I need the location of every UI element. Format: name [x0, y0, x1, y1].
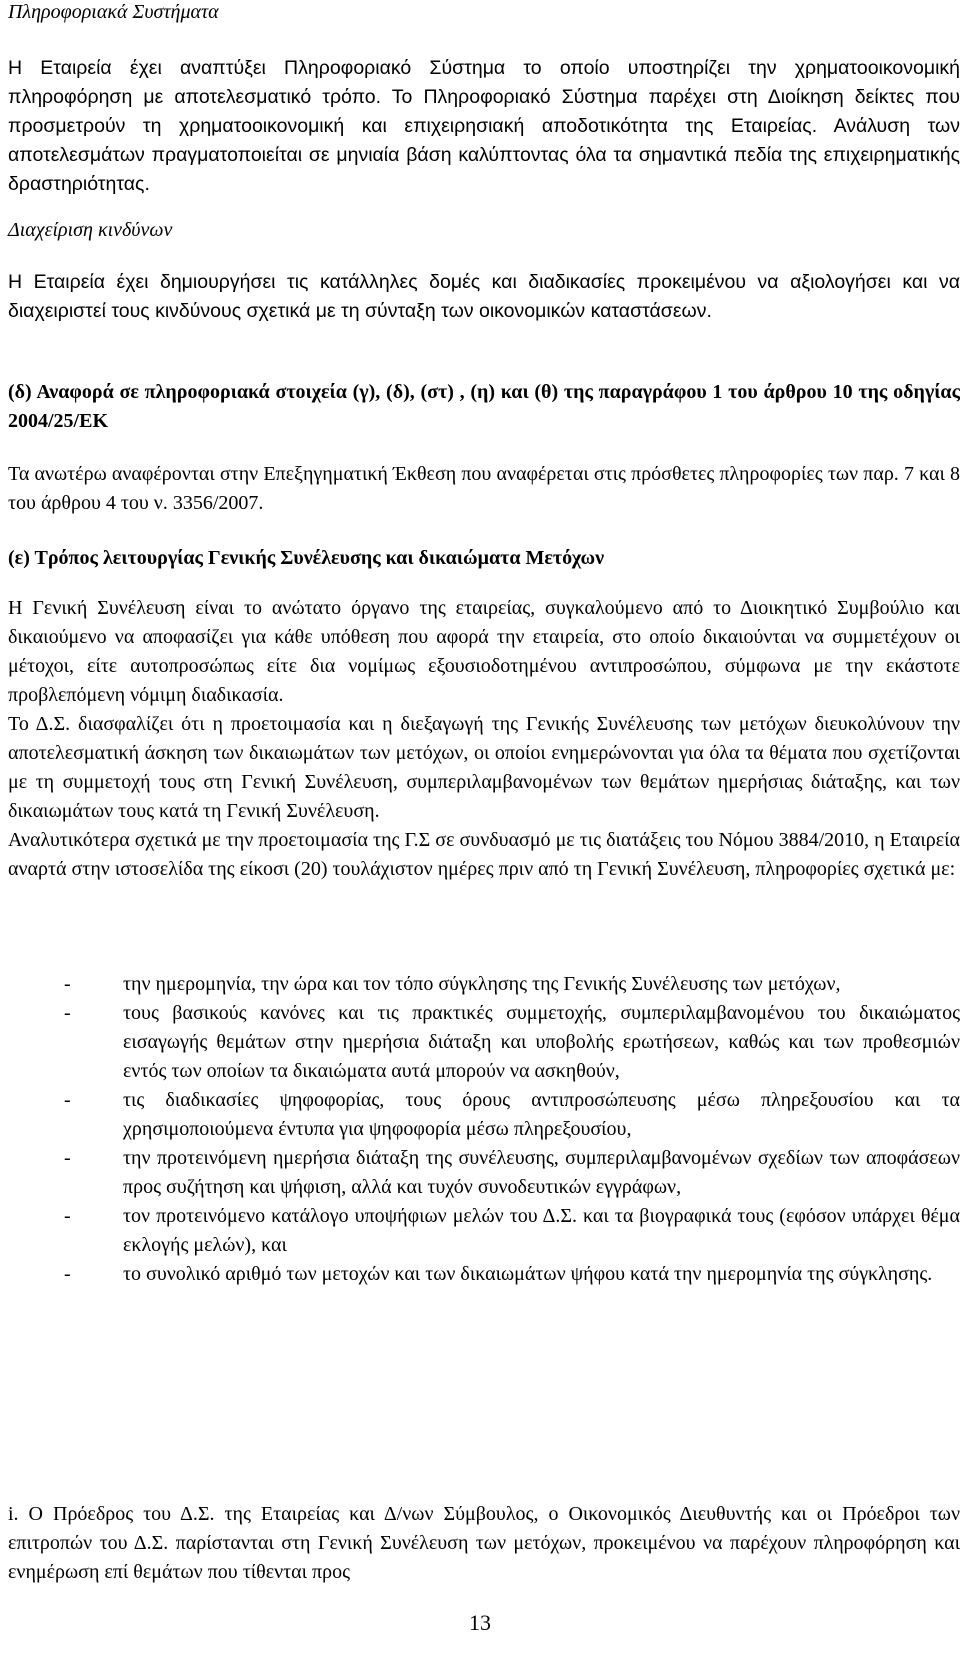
bullet-dash: - [64, 1089, 71, 1111]
risk-body [8, 268, 960, 326]
list-item [8, 1144, 960, 1202]
section-heading-info-systems: Πληροφοριακά Συστήματα [8, 1, 219, 23]
section-e-paragraph-3: Αναλυτικότερα σχετικά με την προετοιμασία της Γ.Σ σε συνδυασμό με τις διατάξεις του Νόμου 3884/2010, η Εταιρεία αναρτά στην ιστοσελίδα της είκοσι (20) τουλάχιστον ημέρες πριν από τη Γενική Συνέλευση, πληροφορίες σχετικά με: [8, 829, 960, 880]
list-item [8, 999, 960, 1086]
section-heading-risk: Διαχείριση κινδύνων [8, 219, 173, 241]
page-number: 13 [469, 1610, 491, 1635]
section-d-body [8, 460, 960, 518]
section-e-paragraph-2: Το Δ.Σ. διασφαλίζει ότι η προετοιμασία και η διεξαγωγή της Γενικής Συνέλευσης των μετόχων διευκολύνουν την αποτελεσματική άσκηση των δικαιωμάτων των μετόχων, οι οποίοι ενημερώνονται για όλα τα θέματα που σχετίζονται με τη συμμετοχή τους στη Γενική Συνέλευση, συμπεριλαμβανομένων των θεμάτων ημερήσιας διάταξης, και των δικαιωμάτων τους κατά τη Γενική Συνέλευση. [8, 713, 960, 822]
list-item [8, 970, 960, 999]
list-item-text: την προτεινόμενη ημερήσια διάταξη της συνέλευσης, συμπεριλαμβανομένων σχεδίων των αποφάσεων προς συζήτηση και ψήφιση, αλλά και τυχόν συνοδευτικών εγγράφων, [123, 1147, 960, 1198]
section-e-body [8, 594, 960, 884]
list-item [8, 1202, 960, 1260]
list-item-text: τις διαδικασίες ψηφοφορίας, τους όρους αντιπροσώπευσης μέσω πληρεξουσίου και τα χρησιμοποιούμενα έντυπα για ψηφοφορία μέσω πληρεξουσίου, [123, 1089, 960, 1140]
list-item [8, 1086, 960, 1144]
info-systems-section [8, 0, 960, 24]
list-item-text: το συνολικό αριθμό των μετοχών και των δικαιωμάτων ψήφου κατά την ημερομηνία της σύγκλησης. [123, 1263, 933, 1285]
bullet-dash: - [64, 973, 71, 995]
list-item [8, 1260, 960, 1289]
bullet-dash: - [64, 1002, 71, 1024]
section-d-paragraph: Τα ανωτέρω αναφέρονται στην Επεξηγηματική Έκθεση που αναφέρεται στις πρόσθετες πληροφορίες των παρ. 7 και 8 του άρθρου 4 του ν. 3356/2007. [8, 463, 960, 514]
bullet-dash: - [64, 1205, 71, 1227]
section-heading-e: (ε) Τρόπος λειτουργίας Γενικής Συνέλευσης και δικαιώματα Μετόχων [8, 547, 605, 569]
info-systems-paragraph: Η Εταιρεία έχει αναπτύξει Πληροφοριακό Σύστημα το οποίο υποστηρίζει την χρηματοοικονομική πληροφόρηση με αποτελεσματικό τρόπο. Το Πληροφοριακό Σύστημα παρέχει στη Διοίκηση δείκτες που προσμετρούν τη χρηματοοικονομική και επιχειρησιακή αποδοτικότητα της Εταιρείας. Ανάλυση των αποτελεσμάτων πραγματοποιείται σε μηνιαία βάση καλύπτοντας όλα τα σημαντικά πεδία της επιχειρηματικής δραστηριότητας. [8, 57, 960, 195]
bullet-dash: - [64, 1147, 71, 1169]
list-item-text: την ημερομηνία, την ώρα και τον τόπο σύγκλησης της Γενικής Συνέλευσης των μετόχων, [123, 973, 841, 995]
section-e-closing [8, 1500, 960, 1587]
bullet-dash: - [64, 1263, 71, 1285]
section-e [8, 544, 960, 573]
section-heading-d: (δ) Αναφορά σε πληροφοριακά στοιχεία (γ), (δ), (στ) , (η) και (θ) της παραγράφου 1 του άρθρου 10 της οδηγίας 2004/25/ΕΚ [8, 381, 960, 432]
risk-section [8, 218, 960, 242]
info-systems-body [8, 54, 960, 199]
list-item-text: τον προτεινόμενο κατάλογο υποψήφιων μελών του Δ.Σ. και τα βιογραφικά τους (εφόσον υπάρχει θέμα εκλογής μελών), και [123, 1205, 960, 1256]
section-d [8, 378, 960, 436]
list-item-text: τους βασικούς κανόνες και τις πρακτικές συμμετοχής, συμπεριλαμβανομένου του δικαιώματος εισαγωγής θεμάτων στην ημερήσια διάταξη και υποβολής ερωτήσεων, καθώς και των προθεσμιών εντός των οποίων τα δικαιώματα αυτά μπορούν να ασκηθούν, [123, 1002, 960, 1082]
risk-paragraph: Η Εταιρεία έχει δημιουργήσει τις κατάλληλες δομές και διαδικασίες προκειμένου να αξιολογήσει και να διαχειριστεί τους κινδύνους σχετικά με τη σύνταξη των οικονομικών καταστάσεων. [8, 271, 960, 322]
bullet-list [8, 970, 960, 1289]
section-e-paragraph-4: i. Ο Πρόεδρος του Δ.Σ. της Εταιρείας και Δ/νων Σύμβουλος, ο Οικονομικός Διευθυντής και οι Πρόεδροι των επιτροπών του Δ.Σ. παρίστανται στη Γενική Συνέλευση των μετόχων, προκειμένου να παρέχουν πληροφόρηση και ενημέρωση επί θεμάτων που τίθενται προς [8, 1503, 960, 1583]
section-e-paragraph-1: Η Γενική Συνέλευση είναι το ανώτατο όργανο της εταιρείας, συγκαλούμενο από το Διοικητικό Συμβούλιο και δικαιούμενο να αποφασίζει για κάθε υπόθεση που αφορά την εταιρεία, στο οποίο δικαιούνται να συμμετέχουν οι μέτοχοι, είτε αυτοπροσώπως είτε δια νομίμως εξουσιοδοτημένου αντιπροσώπου, σύμφωνα με την εκάστοτε προβλεπόμενη νόμιμη διαδικασία. [8, 597, 960, 706]
